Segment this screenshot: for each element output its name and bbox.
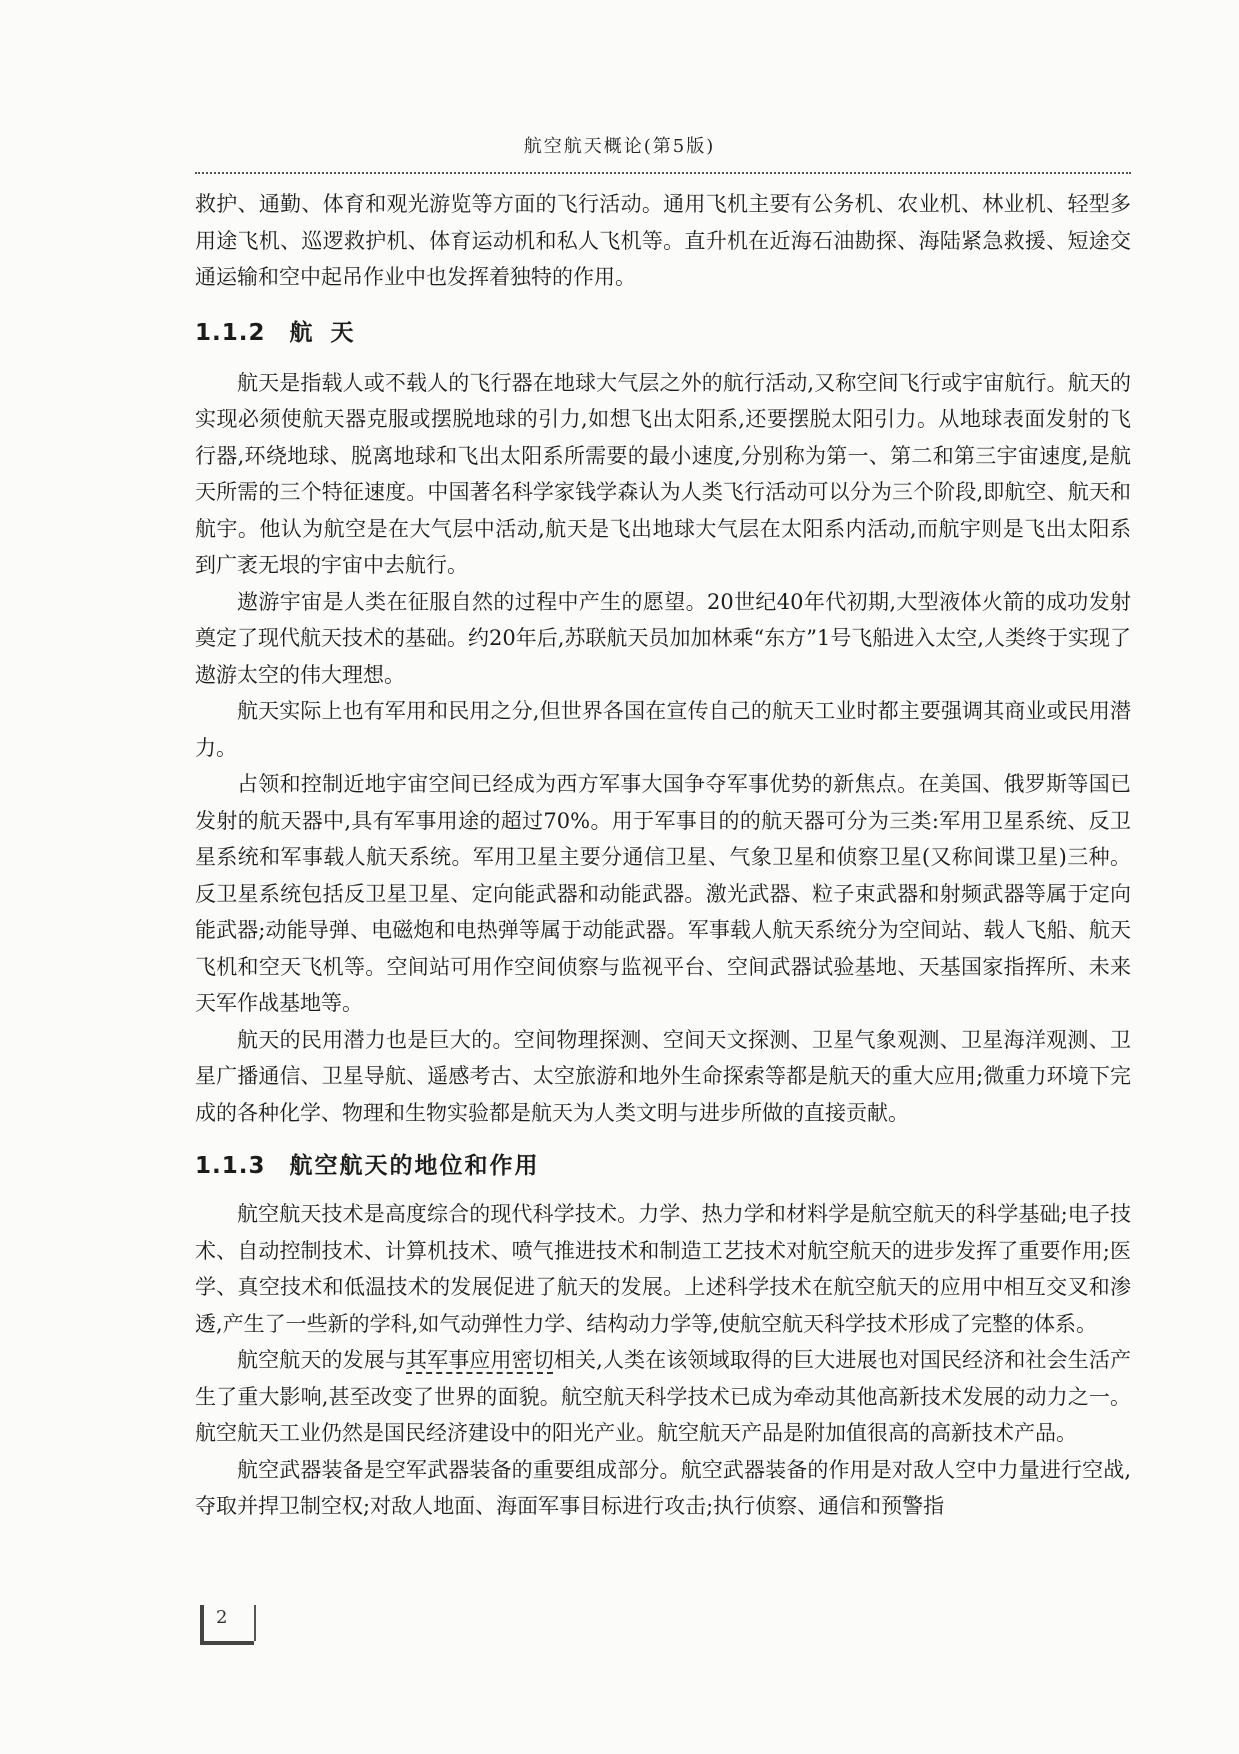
text-segment: 相关,人类在该领域取得的巨大进展也对国民经济和社会生活产生了重大影响,甚至改变了世界的面貌。航空航天科学技术已成为牵动其他高新技术发展的动力之一。航空航天工业仍然是国民经济建设中的阳光产业。航空航天产品是附加值很高的高新技术产品。 bbox=[195, 1348, 1131, 1445]
page-body bbox=[195, 186, 1131, 1525]
running-header: 航空航天概论(第5版) bbox=[523, 136, 716, 157]
paragraph-aviation-weapons: 航空武器装备是空军武器装备的重要组成部分。航空武器装备的作用是对敌人空中力量进行空战,夺取并捍卫制空权;对敌人地面、海面军事目标进行攻击;执行侦察、通信和预警指 bbox=[195, 1457, 1131, 1518]
paragraph-civil-space: 航天的民用潜力也是巨大的。空间物理探测、空间天文探测、卫星气象观测、卫星海洋观测、卫星广播通信、卫星导航、遥感考古、太空旅游和地外生命探索等都是航天的重大应用;微重力环境下完成的各种化学、物理和生物实验都是航天为人类文明与进步所做的直接贡献。 bbox=[195, 1027, 1131, 1125]
handwritten-underline-mark: 其军事应用密切 bbox=[406, 1348, 554, 1372]
header-divider bbox=[195, 172, 1131, 174]
paragraph-intro: 救护、通勤、体育和观光游览等方面的飞行活动。通用飞机主要有公务机、农业机、林业机、轻型多用途飞机、巡逻救护机、体育运动机和私人飞机等。直升机在近海石油勘探、海陆紧急救援、短途交通运输和空中起吊作业中也发挥着独特的作用。 bbox=[195, 192, 1131, 289]
text-segment: 航空航天的发展与 bbox=[237, 1348, 407, 1372]
page-number: 2 bbox=[216, 1607, 228, 1628]
paragraph-aerospace-technology: 航空航天技术是高度综合的现代科学技术。力学、热力学和材料学是航空航天的科学基础;电子技术、自动控制技术、计算机技术、喷气推进技术和制造工艺技术对航空航天的进步发挥了重要作用;医学、真空技术和低温技术的发展促进了航天的发展。上述科学技术在航空航天的应用中相互交叉和渗透,产生了一些新的学科,如气动弹性力学、结构动力学等,使航空航天科学技术形成了完整的体系。 bbox=[195, 1202, 1131, 1336]
page-number-frame bbox=[200, 1605, 254, 1645]
section-title: 航天 bbox=[289, 319, 372, 346]
paragraph-military-space: 占领和控制近地宇宙空间已经成为西方军事大国争夺军事优势的新焦点。在美国、俄罗斯等国已发射的航天器中,具有军事用途的超过70%。用于军事目的的航天器可分为三类:军用卫星系统、反卫星系统和军事载人航天系统。军用卫星主要分通信卫星、气象卫星和侦察卫星(又称间谍卫星)三种。反卫星系统包括反卫星卫星、定向能武器和动能武器。激光武器、粒子束武器和射频武器等属于定向能武器;动能导弹、电磁炮和电热弹等属于动能武器。军事载人航天系统分为空间站、载人飞船、航天飞机和空天飞机等。空间站可用作空间侦察与监视平台、空间武器试验基地、天基国家指挥所、未来天军作战基地等。 bbox=[195, 772, 1131, 1015]
section-heading-1-1-3 bbox=[195, 1147, 1131, 1180]
section-heading-1-1-2 bbox=[195, 314, 1131, 347]
paragraph-military-civil-split: 航天实际上也有军用和民用之分,但世界各国在宣传自己的航天工业时都主要强调其商业或民用潜力。 bbox=[195, 699, 1131, 760]
paragraph-space-exploration-history: 遨游宇宙是人类在征服自然的过程中产生的愿望。20世纪40年代初期,大型液体火箭的成功发射奠定了现代航天技术的基础。约20年后,苏联航天员加加林乘“东方”1号飞船进入太空,人类终于实现了遨游太空的伟大理想。 bbox=[195, 589, 1131, 687]
section-number: 1.1.3 bbox=[195, 1153, 266, 1179]
paragraph-spaceflight-definition: 航天是指载人或不载人的飞行器在地球大气层之外的航行活动,又称空间飞行或宇宙航行。航天的实现必须使航天器克服或摆脱地球的引力,如想飞出太阳系,还要摆脱太阳引力。从地球表面发射的飞行器,环绕地球、脱离地球和飞出太阳系所需要的最小速度,分别称为第一、第二和第三宇宙速度,是航天所需的三个特征速度。中国著名科学家钱学森认为人类飞行活动可以分为三个阶段,即航空、航天和航宇。他认为航空是在大气层中活动,航天是飞出地球大气层在太阳系内活动,而航宇则是飞出太阳系到广袤无垠的宇宙中去航行。 bbox=[195, 370, 1131, 577]
section-number: 1.1.2 bbox=[195, 319, 266, 346]
paragraph-aerospace-development bbox=[195, 1342, 1131, 1452]
section-title: 航空航天的地位和作用 bbox=[289, 1153, 540, 1179]
